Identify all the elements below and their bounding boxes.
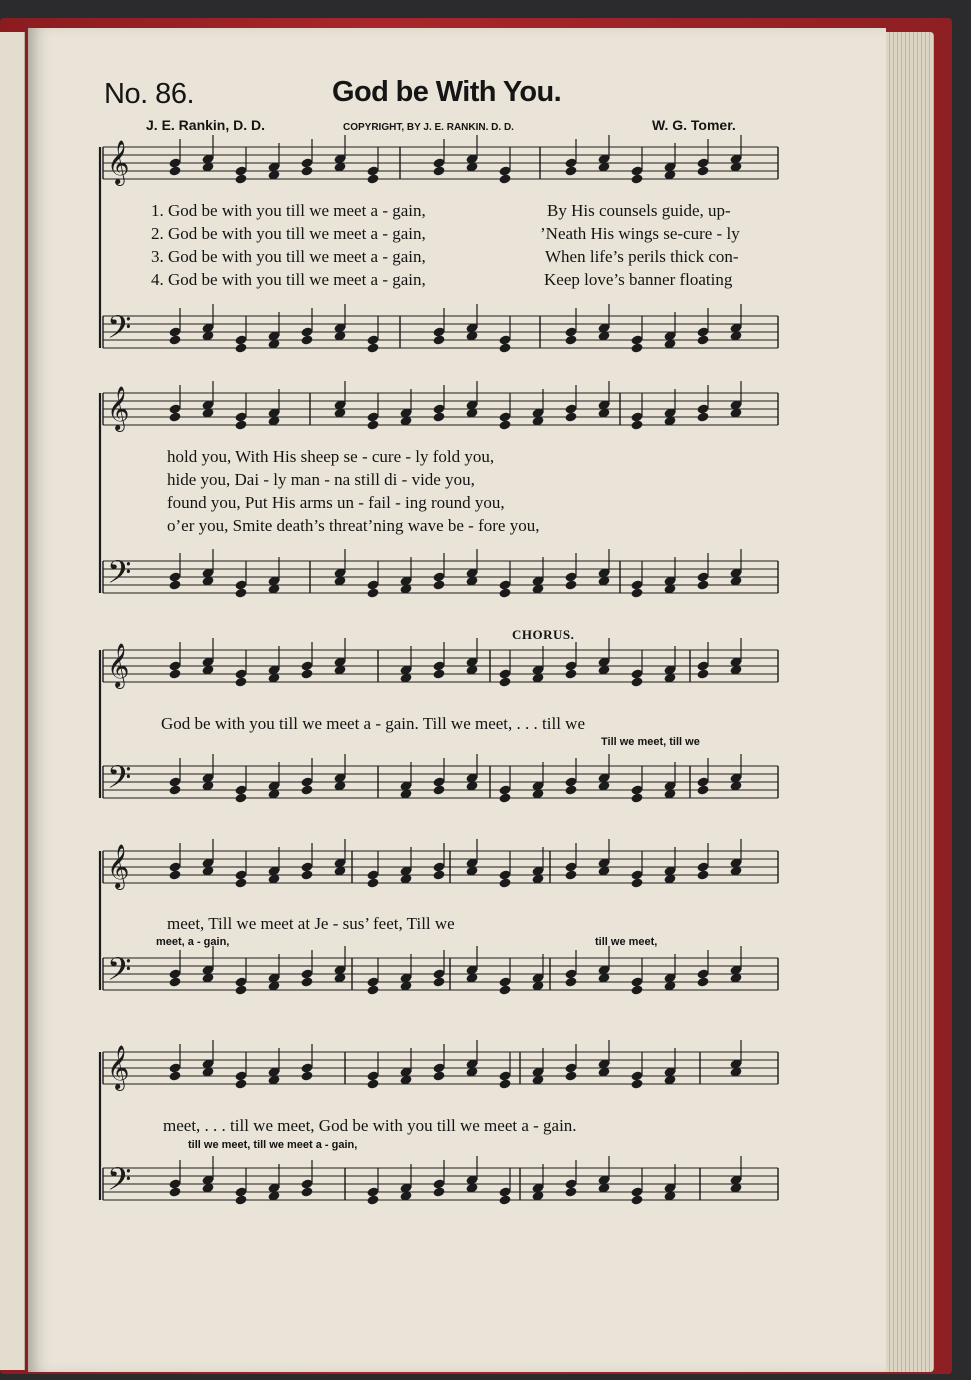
note-head [432,784,445,795]
note-head [630,342,643,353]
note-head [498,792,511,803]
note-head [498,1078,511,1089]
note-head [696,869,709,880]
note-head [432,165,445,176]
lyricist: J. E. Rankin, D. D. [146,117,266,133]
note-head [630,173,643,184]
note-head [168,869,181,880]
note-head [234,173,247,184]
note-head [630,587,643,598]
verse-3-line-1-cont: When life’s perils thick con- [545,247,739,266]
note-head [498,342,511,353]
hymn-title: God be With You. [332,76,562,108]
note-head [300,869,313,880]
treble-clef: 𝄞 [107,140,130,184]
note-head [168,579,181,590]
chorus-line-2: meet, Till we meet at Je - sus’ feet, Till we [167,914,455,933]
note-head [300,334,313,345]
chorus-line-3: meet, . . . till we meet, God be with you till we meet a - gain. [163,1116,577,1135]
treble-clef: 𝄞 [107,386,130,430]
note-head [234,419,247,430]
note-head [300,976,313,987]
note-head [300,165,313,176]
verse-1-line-1-cont: By His counsels guide, up- [547,201,731,220]
verse-1-line-2: hold you, With His sheep se - cure - ly fold you, [167,447,495,466]
note-head [432,668,445,679]
bass-clef: 𝄢 [107,951,132,995]
hymn-number: No. 86. [104,78,194,110]
note-head [498,676,511,687]
note-head [234,676,247,687]
bass-clef: 𝄢 [107,1161,132,1205]
note-head [498,173,511,184]
chorus-label: CHORUS. [512,627,575,642]
note-head [630,676,643,687]
note-head [432,1186,445,1197]
verse-4-line-1: 4. God be with you till we meet a - gain, [151,270,426,289]
note-head [564,869,577,880]
note-head [432,411,445,422]
note-head [564,165,577,176]
verse-4-line-2: o’er you, Smite death’s threat’ning wave be - fore you, [167,516,540,535]
verse-3-line-1: 3. God be with you till we meet a - gain, [151,247,426,266]
note-head [564,976,577,987]
treble-clef: 𝄞 [107,1045,130,1089]
note-head [168,784,181,795]
note-head [300,784,313,795]
note-head [696,668,709,679]
note-head [630,984,643,995]
note-head [366,1078,379,1089]
note-head [630,1078,643,1089]
note-head [168,411,181,422]
note-head [564,579,577,590]
note-head [564,1186,577,1197]
note-head [168,668,181,679]
note-head [498,877,511,888]
note-head [168,334,181,345]
note-head [564,668,577,679]
note-head [630,877,643,888]
verse-2-line-2: hide you, Dai - ly man - na still di - vide you, [167,470,475,489]
chorus-line-2-bass-b: till we meet, [595,936,658,948]
bass-clef: 𝄢 [107,309,132,353]
note-head [234,587,247,598]
note-head [630,1194,643,1205]
note-head [234,984,247,995]
verse-2-line-1-cont: ’Neath His wings se-cure - ly [540,224,740,243]
composer: W. G. Tomer. [652,117,736,133]
note-head [564,411,577,422]
note-head [696,976,709,987]
note-head [630,792,643,803]
note-head [168,165,181,176]
note-head [366,342,379,353]
note-head [564,1070,577,1081]
note-head [432,334,445,345]
chorus-line-1: God be with you till we meet a - gain. Till we meet, . . . till we [161,714,585,733]
note-head [168,1070,181,1081]
note-head [366,984,379,995]
note-head [696,165,709,176]
notes [107,135,743,1206]
note-head [168,976,181,987]
note-head [696,334,709,345]
note-head [366,1194,379,1205]
note-head [300,1070,313,1081]
note-head [300,668,313,679]
note-head [234,1078,247,1089]
chorus-line-1-bass: Till we meet, till we [601,736,700,748]
chorus-line-3-bass: till we meet, till we meet a - gain, [188,1139,358,1151]
note-head [432,1070,445,1081]
note-head [432,579,445,590]
note-head [366,419,379,430]
copyright-notice: COPYRIGHT, BY J. E. RANKIN. D. D. [343,122,514,133]
note-head [630,419,643,430]
note-head [366,587,379,598]
note-head [498,1194,511,1205]
treble-clef: 𝄞 [107,844,130,888]
note-head [234,792,247,803]
note-head [168,1186,181,1197]
note-head [234,342,247,353]
note-head [234,1194,247,1205]
note-head [234,877,247,888]
verse-1-line-1: 1. God be with you till we meet a - gain, [151,201,426,220]
note-head [564,784,577,795]
verse-4-line-1-cont: Keep love’s banner floating [544,270,733,289]
note-head [300,1186,313,1197]
note-head [696,411,709,422]
note-head [498,419,511,430]
treble-clef: 𝄞 [107,643,130,687]
note-head [498,587,511,598]
note-head [564,334,577,345]
bass-clef: 𝄢 [107,759,132,803]
note-head [366,173,379,184]
note-head [366,877,379,888]
verse-3-line-2: found you, Put His arms un - fail - ing round you, [167,493,505,512]
chorus-line-2-bass-a: meet, a - gain, [156,936,230,948]
note-head [696,784,709,795]
bass-clef: 𝄢 [107,554,132,598]
note-head [432,976,445,987]
note-head [696,579,709,590]
note-head [432,869,445,880]
note-head [498,984,511,995]
verse-2-line-1: 2. God be with you till we meet a - gain, [151,224,426,243]
